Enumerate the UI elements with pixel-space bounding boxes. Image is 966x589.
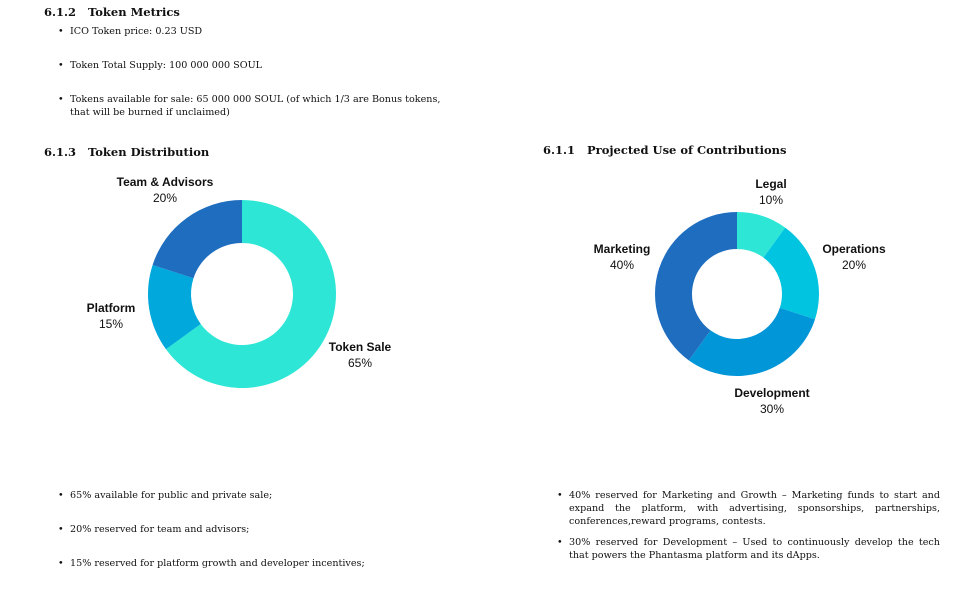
slice-label-operations: Operations 20% [822, 242, 886, 272]
section-number: 6.1.2 [44, 5, 77, 19]
list-item: • 40% reserved for Marketing and Growth – Marketing funds to start and expand the platform, with advertising, sponsorships, partnerships, conferences,reward programs, contests. [557, 489, 940, 528]
section-number: 6.1.3 [44, 145, 77, 159]
list-item: • 30% reserved for Development – Used to continuously develop the tech that powers the Phantasma platform and its dApps. [557, 536, 940, 562]
distribution-notes-list [58, 489, 448, 570]
slice-label-marketing: Marketing 40% [593, 242, 651, 272]
section-title: Token Distribution [88, 145, 210, 159]
contributions-notes-list [557, 489, 940, 562]
list-item: • Tokens available for sale: 65 000 000 SOUL (of which 1/3 are Bonus tokens, that will be burned if unclaimed) [58, 93, 443, 119]
slice-development [689, 308, 815, 376]
list-item: • 15% reserved for platform growth and developer incentives; [58, 557, 448, 570]
list-item: • 20% reserved for team and advisors; [58, 523, 448, 536]
slice-label-development: Development 30% [734, 386, 810, 416]
section-title: Projected Use of Contributions [587, 143, 787, 157]
slice-label-token-sale: Token Sale 65% [328, 340, 392, 370]
section-number: 6.1.1 [543, 143, 576, 157]
slice-label-platform: Platform 15% [86, 301, 136, 331]
list-item: • 65% available for public and private sale; [58, 489, 448, 502]
list-item: • ICO Token price: 0.23 USD [58, 25, 443, 38]
section-title: Token Metrics [88, 5, 180, 19]
list-item: • Token Total Supply: 100 000 000 SOUL [58, 59, 443, 72]
slice-label-legal: Legal 10% [755, 177, 787, 207]
slice-label-team-advisors: Team & Advisors 20% [116, 175, 214, 205]
